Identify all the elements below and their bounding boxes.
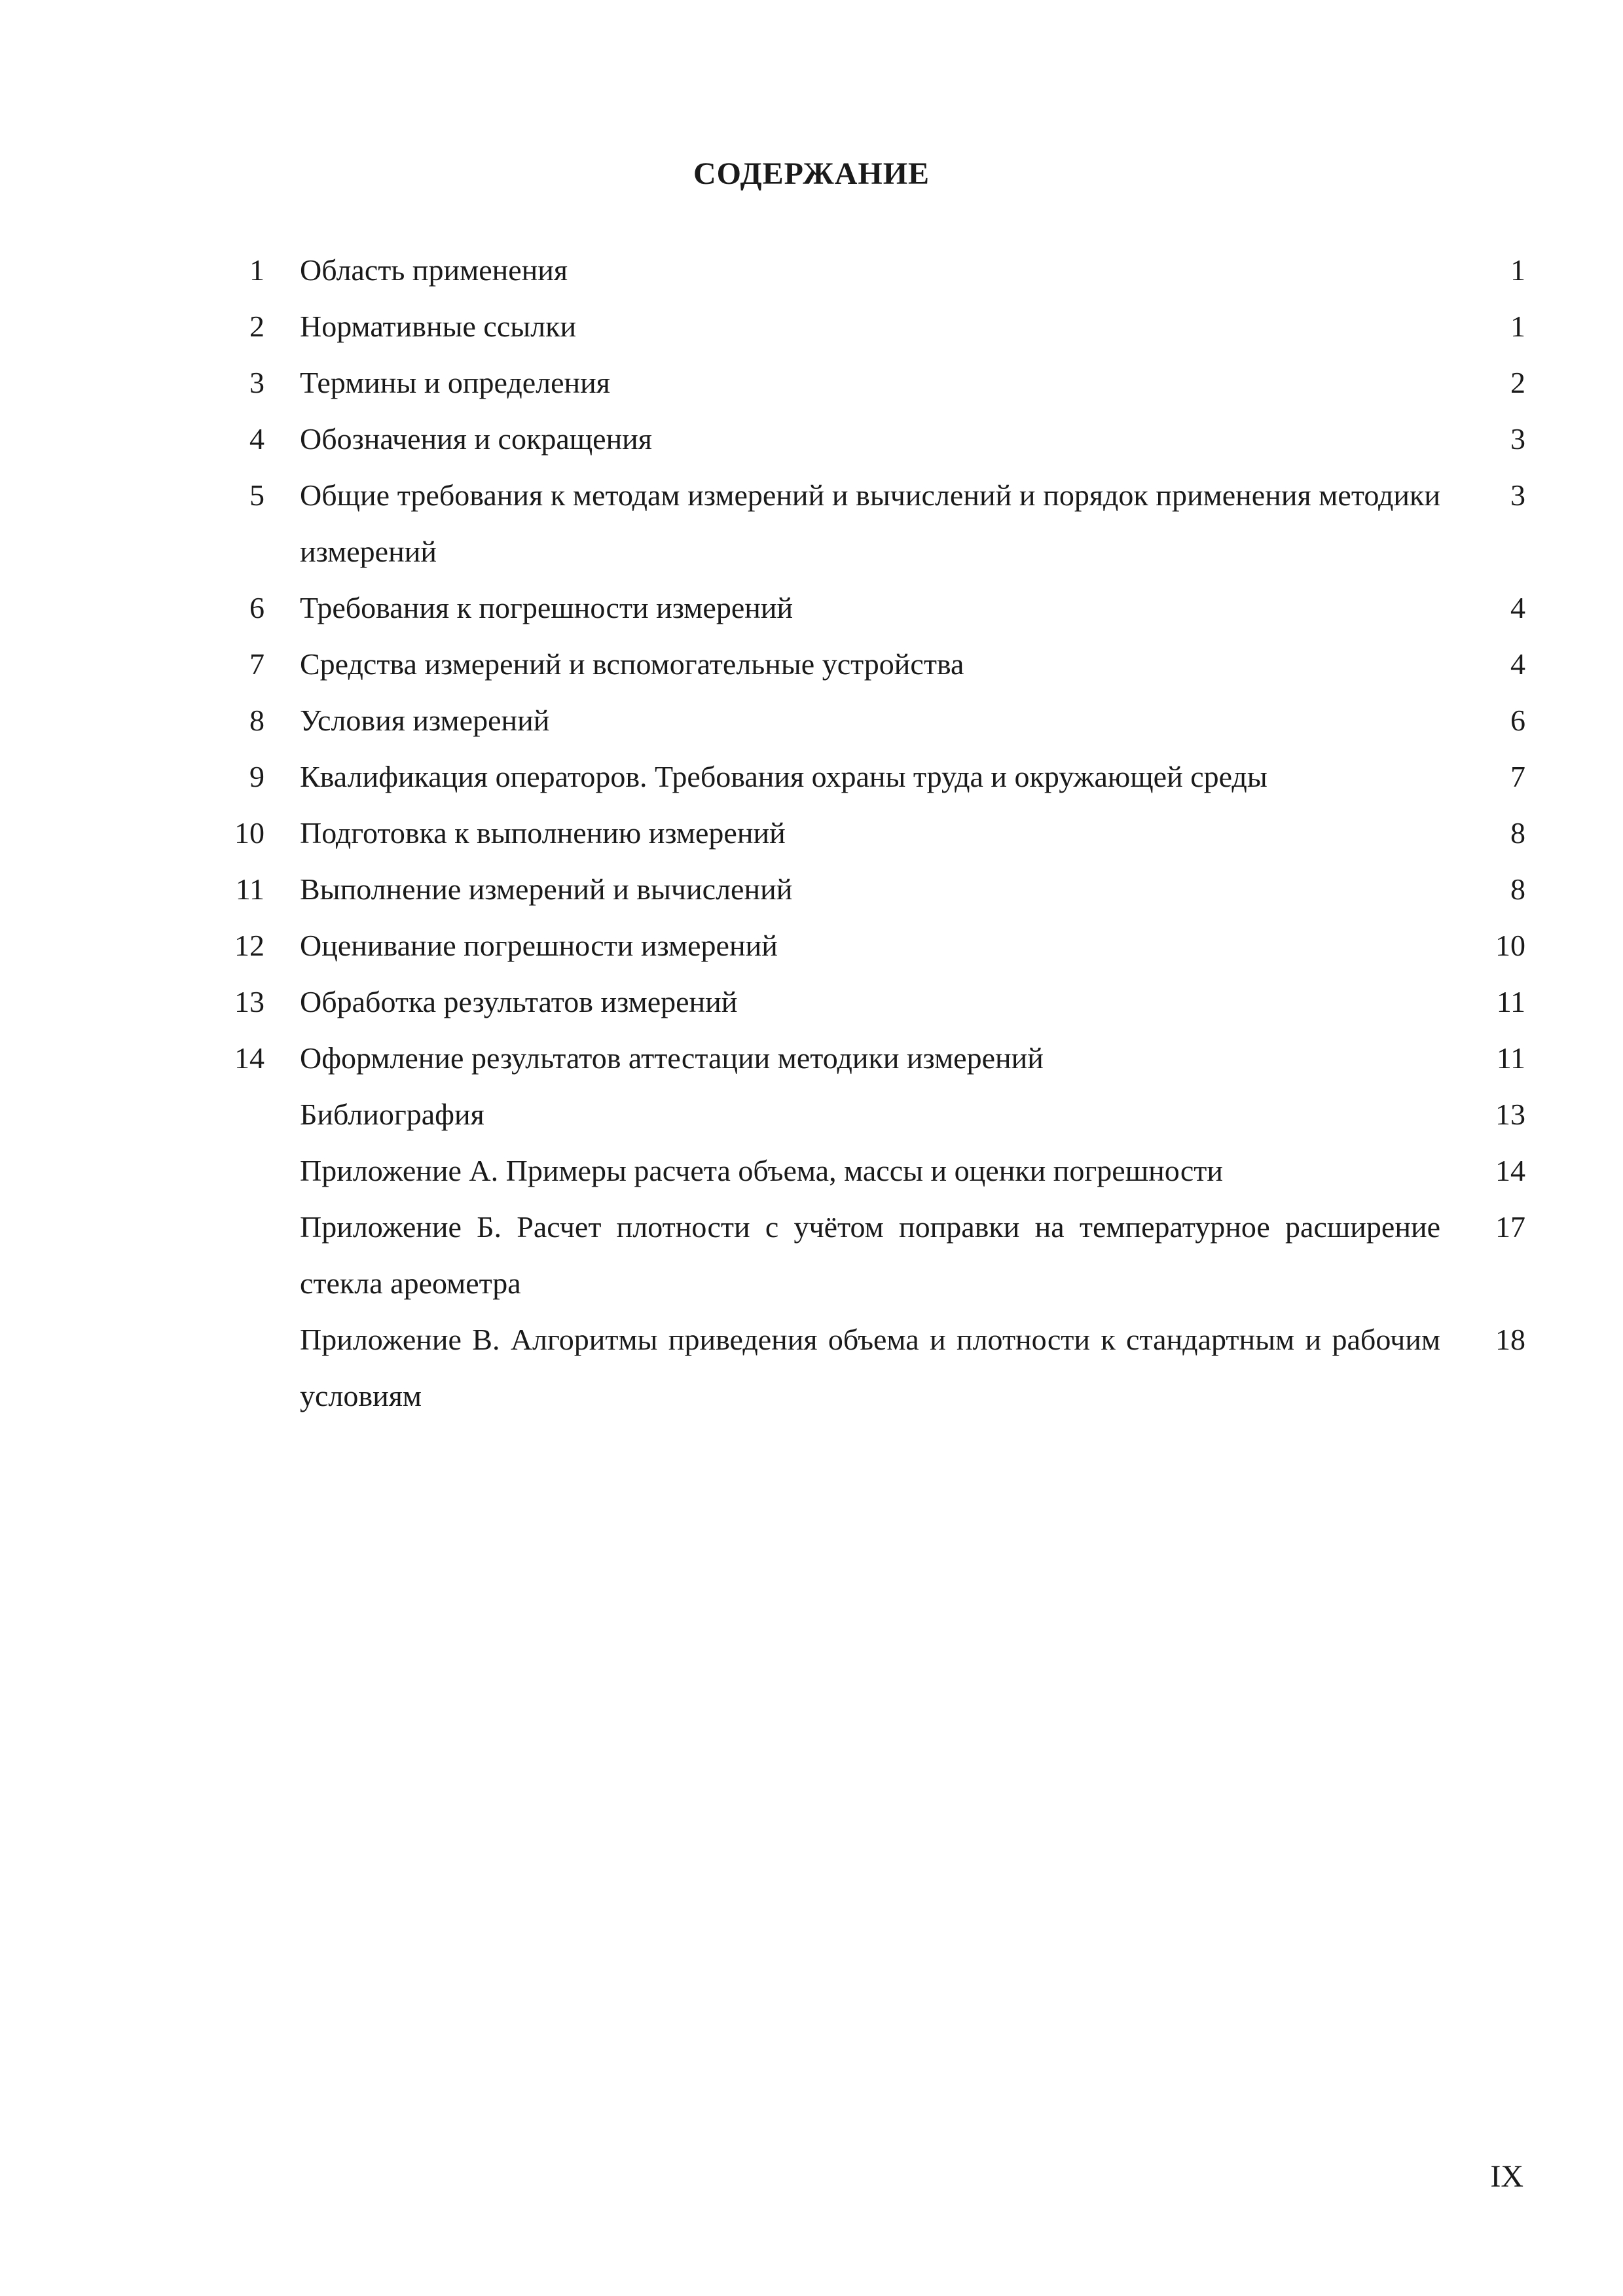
toc-entry-page: 1 (1510, 310, 1525, 343)
toc-entry-title: Оформление результатов аттестации методики измерений (300, 1041, 1044, 1075)
toc-entry (223, 861, 1525, 918)
toc-entry-page: 8 (1510, 872, 1525, 906)
toc-entry (223, 1143, 1525, 1199)
toc-entry (223, 242, 1525, 298)
toc-entry-title: Средства измерений и вспомогательные устройства (300, 647, 964, 681)
toc-entry-number: 10 (234, 816, 264, 850)
toc-entry-number: 14 (234, 1041, 264, 1075)
toc-entry-page: 8 (1510, 816, 1525, 850)
toc-entry-number: 2 (249, 310, 264, 343)
table-of-contents (223, 242, 1525, 1424)
toc-entry-title: Условия измерений (300, 704, 550, 737)
toc-entry-title: Нормативные ссылки (300, 310, 577, 343)
toc-entry-number: 1 (249, 253, 264, 287)
toc-entry-page: 4 (1510, 591, 1525, 624)
toc-entry-number: 11 (235, 872, 264, 906)
toc-entry-number: 9 (249, 760, 264, 793)
toc-entry-number: 7 (249, 647, 264, 681)
toc-entry (223, 636, 1525, 692)
toc-entry-number: 4 (249, 422, 264, 456)
toc-entry (223, 1030, 1525, 1086)
page-number: IX (1490, 2159, 1523, 2194)
toc-entry-title: Требования к погрешности измерений (300, 591, 793, 624)
page-title: СОДЕРЖАНИЕ (693, 156, 930, 191)
toc-entry-title: Библиография (300, 1098, 484, 1131)
toc-entry (223, 1086, 1525, 1143)
toc-entry (223, 974, 1525, 1030)
toc-entry-page: 7 (1510, 760, 1525, 793)
toc-entry-title: Квалификация операторов. Требования охраны труда и окружающей среды (300, 760, 1267, 793)
toc-entry-title: Приложение В. Алгоритмы приведения объема и плотности к стандартным и рабочим условиям (300, 1323, 1440, 1412)
toc-entry-number: 12 (234, 929, 264, 962)
toc-entry-page: 17 (1495, 1210, 1525, 1244)
toc-entry-page: 4 (1510, 647, 1525, 681)
toc-entry (223, 1199, 1525, 1312)
toc-entry (223, 749, 1525, 805)
toc-entry-page: 6 (1510, 704, 1525, 737)
toc-entry-title: Приложение А. Примеры расчета объема, массы и оценки погрешности (300, 1154, 1224, 1187)
toc-entry-number: 3 (249, 366, 264, 399)
toc-entry-title: Обработка результатов измерений (300, 985, 738, 1018)
toc-entry-page: 13 (1495, 1098, 1525, 1131)
toc-entry-title: Приложение Б. Расчет плотности с учётом поправки на температурное расширение стекла ареометра (300, 1210, 1440, 1300)
toc-entry-page: 3 (1510, 478, 1525, 512)
toc-entry (223, 1312, 1525, 1424)
toc-entry-title: Область применения (300, 253, 568, 287)
toc-entry (223, 805, 1525, 861)
toc-entry (223, 918, 1525, 974)
toc-entry (223, 467, 1525, 580)
toc-entry (223, 411, 1525, 467)
toc-entry-title: Оценивание погрешности измерений (300, 929, 778, 962)
toc-entry-page: 18 (1495, 1323, 1525, 1356)
toc-entry-page: 3 (1510, 422, 1525, 456)
toc-entry (223, 298, 1525, 355)
toc-entry-page: 2 (1510, 366, 1525, 399)
toc-entry-page: 10 (1495, 929, 1525, 962)
toc-entry-number: 13 (234, 985, 264, 1018)
toc-entry-title: Выполнение измерений и вычислений (300, 872, 793, 906)
toc-entry (223, 580, 1525, 636)
toc-entry-number: 5 (249, 478, 264, 512)
toc-entry-number: 6 (249, 591, 264, 624)
toc-entry-number: 8 (249, 704, 264, 737)
toc-entry-page: 1 (1510, 253, 1525, 287)
toc-entry-title: Общие требования к методам измерений и вычислений и порядок применения методики измерений (300, 478, 1440, 568)
toc-entry-page: 14 (1495, 1154, 1525, 1187)
toc-entry-title: Подготовка к выполнению измерений (300, 816, 786, 850)
toc-entry (223, 355, 1525, 411)
toc-entry-page: 11 (1496, 985, 1525, 1018)
toc-entry-page: 11 (1496, 1041, 1525, 1075)
toc-entry (223, 692, 1525, 749)
toc-entry-title: Обозначения и сокращения (300, 422, 652, 456)
toc-entry-title: Термины и определения (300, 366, 610, 399)
